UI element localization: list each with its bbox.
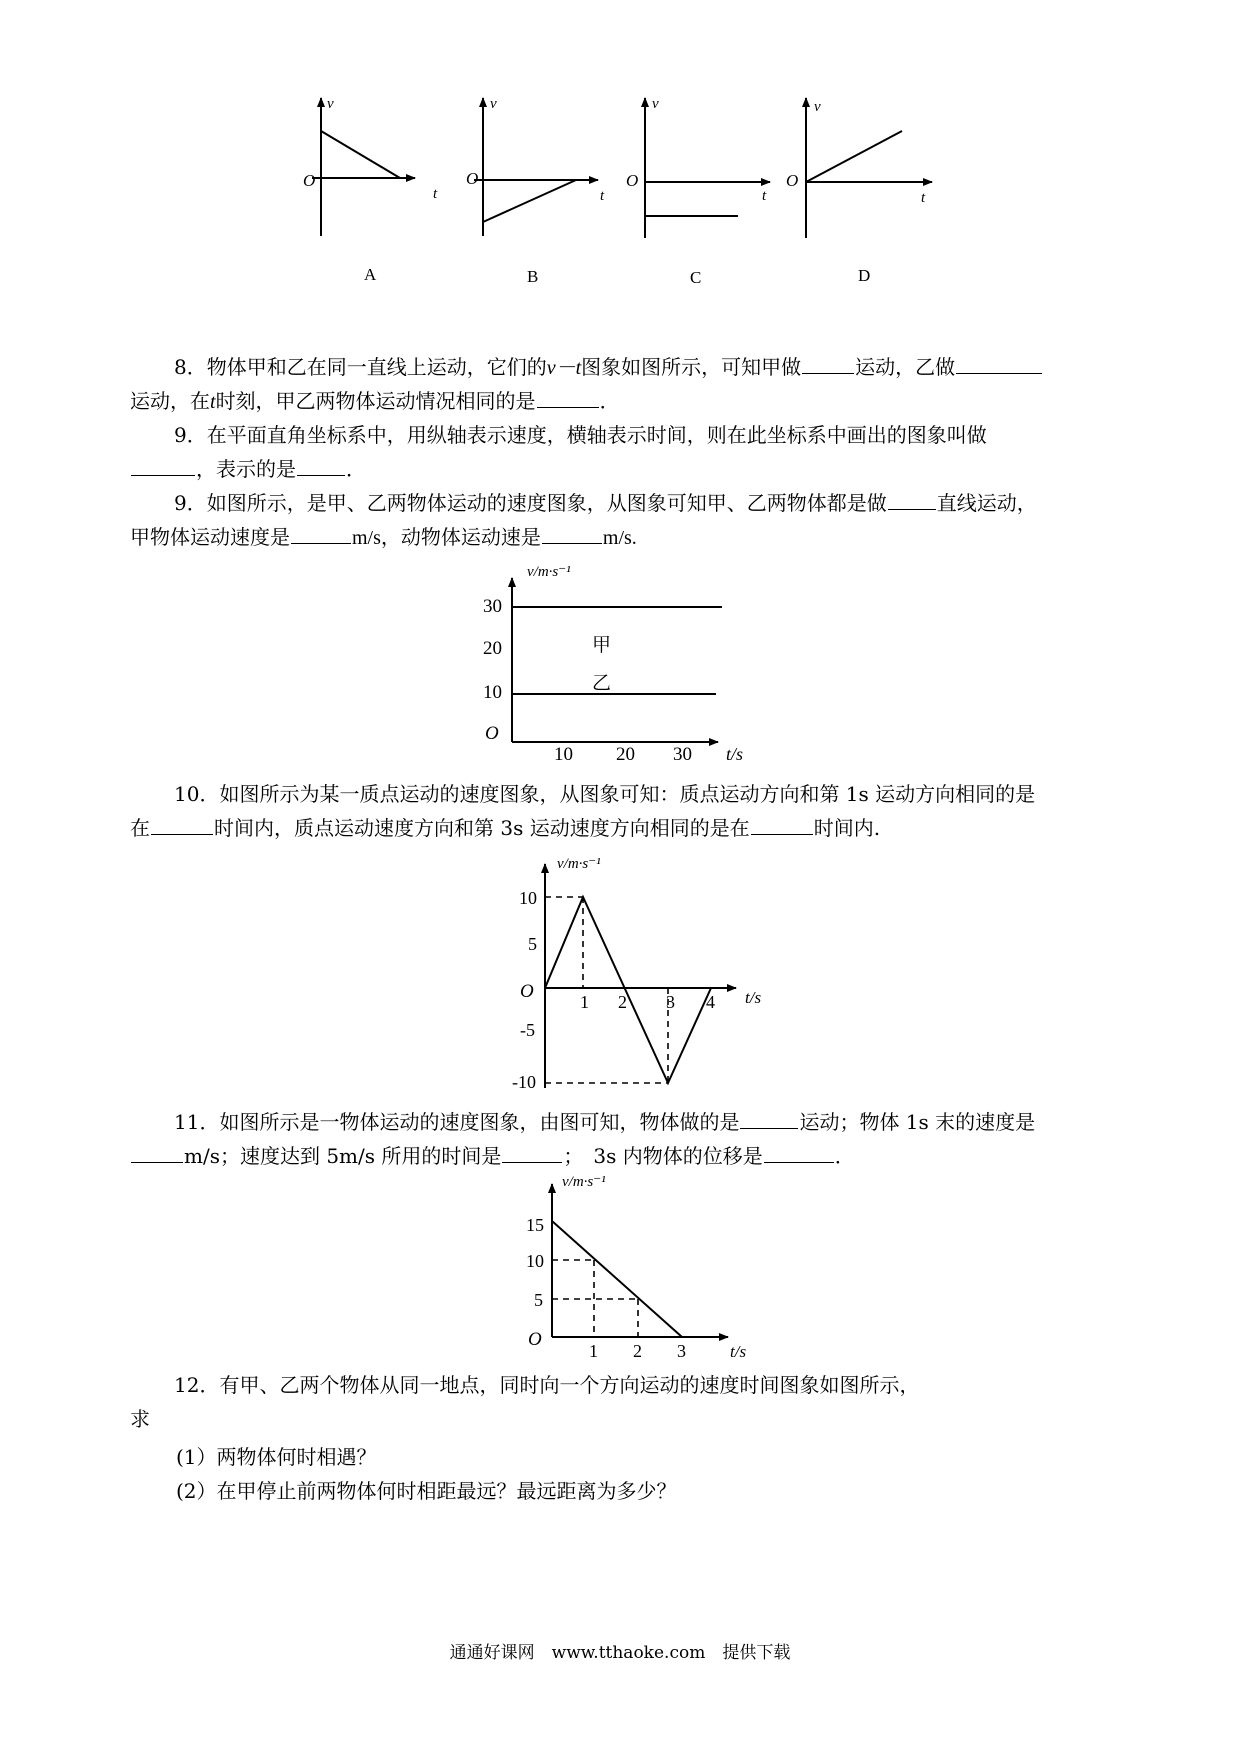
question-10-text-a: 如图所示为某一质点运动的速度图象，从图象可知：质点运动方向和第 1s 运动方向相同的是 bbox=[219, 782, 1036, 806]
question-9a-line-2 bbox=[130, 452, 1100, 486]
question-11-text-c: m/s；速度达到 5m/s 所用的时间是 bbox=[184, 1144, 502, 1168]
question-8-text-c: 运动，乙做 bbox=[855, 355, 956, 379]
graph-10-xtick-4: 4 bbox=[706, 992, 715, 1012]
graph-a-o-label: O bbox=[303, 171, 316, 190]
graph-9-ytick-10: 10 bbox=[483, 682, 502, 703]
question-8-end: ． bbox=[599, 389, 620, 413]
graph-b-v-label: v bbox=[490, 96, 497, 112]
graph-9-ytick-30: 30 bbox=[483, 596, 502, 617]
graph-10-xtick-2: 2 bbox=[618, 992, 627, 1012]
question-11-number: 11． bbox=[174, 1110, 220, 1134]
question-10-text-c: 时间内，质点运动速度方向和第 3s 运动速度方向相同的是在 bbox=[214, 816, 750, 840]
question-10-text-d: 时间内. bbox=[813, 816, 881, 840]
question-11-end: ． bbox=[834, 1144, 855, 1168]
graph-9-ylabel: v/m·s⁻¹ bbox=[527, 564, 571, 580]
graph-11-line bbox=[552, 1221, 682, 1337]
question-8-text-d: 运动，在 bbox=[130, 389, 210, 413]
question-10-line-1 bbox=[130, 777, 1100, 811]
question-9b-text-a: 如图所示，是甲、乙两物体运动的速度图象，从图象可知甲、乙两物体都是做 bbox=[206, 491, 887, 515]
question-9a-number: 9． bbox=[174, 423, 207, 447]
graph-10-xtick-3: 3 bbox=[666, 992, 675, 1012]
question-9b-line-1 bbox=[130, 486, 1100, 520]
question-9a-line-1 bbox=[130, 418, 1100, 452]
question-9b-line-2 bbox=[130, 520, 1100, 555]
question-8-blank-1[interactable] bbox=[802, 351, 854, 374]
question-10-text-b: 在 bbox=[130, 816, 150, 840]
graph-11-xlabel: t/s bbox=[730, 1342, 747, 1361]
graph-11-ytick-10: 10 bbox=[526, 1251, 544, 1271]
question-9b-number: 9． bbox=[174, 491, 207, 515]
question-11-line-1 bbox=[130, 1105, 1100, 1139]
question-9a-blank-1[interactable] bbox=[131, 453, 195, 476]
graph-11 bbox=[0, 1172, 1240, 1362]
graph-10-ytick-neg10: -10 bbox=[512, 1072, 536, 1092]
graph-9-xtick-10: 10 bbox=[554, 744, 573, 765]
question-11-blank-1[interactable] bbox=[740, 1106, 798, 1129]
question-11-text-d: ； 3s 内物体的位移是 bbox=[563, 1144, 763, 1168]
question-9b-unit-2: m/s. bbox=[602, 527, 637, 549]
question-8-vt: v－t bbox=[546, 357, 582, 379]
graph-a bbox=[303, 96, 438, 284]
question-9b-text-b: 直线运动， bbox=[936, 491, 1037, 515]
question-12-number: 12． bbox=[174, 1373, 220, 1397]
question-11-blank-2[interactable] bbox=[131, 1140, 183, 1163]
graph-11-xtick-1: 1 bbox=[589, 1341, 598, 1361]
question-11-text-a: 如图所示是一物体运动的速度图象，由图可知，物体做的是 bbox=[219, 1110, 740, 1134]
option-a-label: A bbox=[364, 265, 377, 284]
graph-11-ytick-5: 5 bbox=[534, 1290, 543, 1310]
page-footer: 通通好课网 www.tthaoke.com 提供下载 bbox=[449, 1643, 791, 1663]
option-b-label: B bbox=[527, 267, 539, 286]
question-8-t: t bbox=[210, 391, 216, 413]
graph-c-o-label: O bbox=[626, 171, 639, 190]
question-12-sub-1-text: (1）两物体何时相遇？ bbox=[176, 1445, 377, 1469]
graph-10-xlabel: t/s bbox=[745, 988, 762, 1007]
graph-b-t-label: t bbox=[600, 188, 605, 204]
question-9a-text-a: 在平面直角坐标系中，用纵轴表示速度，横轴表示时间，则在此坐标系中画出的图象叫做 bbox=[206, 423, 987, 447]
question-11-blank-3[interactable] bbox=[502, 1140, 562, 1163]
graph-11-origin: O bbox=[528, 1329, 542, 1350]
graph-11-xtick-3: 3 bbox=[677, 1341, 686, 1361]
question-10-number: 10． bbox=[174, 782, 220, 806]
question-9b-unit-1: m/s，动物体运动速是 bbox=[352, 527, 541, 549]
series-jia-label: 甲 bbox=[592, 635, 612, 656]
question-12-sub-2-text: (2）在甲停止前两物体何时相距最远？最远距离为多少？ bbox=[176, 1479, 677, 1503]
graph-c bbox=[626, 96, 770, 287]
question-9b-blank-3[interactable] bbox=[542, 521, 602, 544]
question-8-text-a: 物体甲和乙在同一直线上运动，它们的 bbox=[206, 355, 547, 379]
graph-a-t-label: t bbox=[433, 186, 438, 202]
question-8-blank-3[interactable] bbox=[537, 385, 599, 408]
graph-11-ytick-15: 15 bbox=[526, 1215, 544, 1235]
graph-d-o-label: O bbox=[786, 171, 799, 190]
graph-10-xtick-1: 1 bbox=[580, 992, 589, 1012]
question-11-line-2 bbox=[130, 1139, 1100, 1173]
graph-9-xlabel: t/s bbox=[726, 744, 744, 764]
graph-10-line bbox=[545, 897, 711, 1083]
question-12-sub-2 bbox=[176, 1474, 1146, 1508]
question-9a-text-b: ，表示的是 bbox=[196, 457, 296, 481]
question-12-line-1 bbox=[130, 1368, 1100, 1402]
graph-c-t-label: t bbox=[762, 188, 767, 204]
series-yi-label: 乙 bbox=[592, 673, 612, 694]
option-d-label: D bbox=[858, 266, 871, 285]
graph-9-ytick-20: 20 bbox=[483, 638, 502, 659]
graph-9-xtick-20: 20 bbox=[616, 744, 635, 765]
question-10-line-2 bbox=[130, 811, 1100, 845]
question-11-text-b: 运动；物体 1s 末的速度是 bbox=[799, 1110, 1036, 1134]
question-9b-blank-1[interactable] bbox=[888, 487, 936, 510]
question-12-sub-1 bbox=[176, 1440, 1146, 1474]
question-10-blank-1[interactable] bbox=[151, 812, 213, 835]
graph-d-t-label: t bbox=[921, 190, 926, 206]
question-8-text-e: 时刻，甲乙两物体运动情况相同的是 bbox=[215, 389, 536, 413]
graph-9-origin: O bbox=[485, 723, 499, 744]
graph-d bbox=[786, 98, 932, 285]
graph-9-xtick-30: 30 bbox=[673, 744, 692, 765]
choice-graphs bbox=[0, 0, 1240, 300]
question-11-blank-4[interactable] bbox=[764, 1140, 834, 1163]
graph-b bbox=[466, 96, 605, 286]
graph-a-v-label: v bbox=[327, 96, 334, 112]
question-9b-text-c: 甲物体运动速度是 bbox=[130, 525, 290, 549]
question-8-text-b: 图象如图所示，可知甲做 bbox=[581, 355, 802, 379]
graph-10-ytick-neg5: -5 bbox=[520, 1020, 535, 1040]
graph-c-v-label: v bbox=[652, 96, 659, 112]
question-12-text-b: 求 bbox=[130, 1407, 150, 1431]
question-8-number: 8． bbox=[174, 355, 207, 379]
graph-10-ytick-5: 5 bbox=[528, 934, 537, 954]
graph-d-v-label: v bbox=[814, 99, 821, 115]
question-12-text-a: 有甲、乙两个物体从同一地点，同时向一个方向运动的速度时间图象如图所示， bbox=[219, 1373, 920, 1397]
graph-11-xtick-2: 2 bbox=[633, 1341, 642, 1361]
question-9a-end: ． bbox=[346, 457, 366, 481]
question-12-line-2 bbox=[130, 1402, 1100, 1436]
question-9a-blank-2[interactable] bbox=[297, 453, 345, 476]
graph-10 bbox=[0, 850, 1240, 1100]
graph-10-ylabel: v/m·s⁻¹ bbox=[557, 856, 601, 872]
question-8-blank-2[interactable] bbox=[956, 351, 1042, 374]
graph-9 bbox=[0, 560, 1240, 770]
option-c-label: C bbox=[690, 268, 702, 287]
graph-11-ylabel: v/m·s⁻¹ bbox=[562, 1174, 606, 1190]
graph-b-o-label: O bbox=[466, 169, 479, 188]
graph-10-origin: O bbox=[520, 981, 534, 1002]
graph-10-ytick-10: 10 bbox=[519, 888, 537, 908]
question-9b-blank-2[interactable] bbox=[291, 521, 351, 544]
question-10-blank-2[interactable] bbox=[751, 812, 813, 835]
question-8-line-1 bbox=[130, 350, 1100, 385]
question-8-line-2 bbox=[130, 384, 1100, 419]
